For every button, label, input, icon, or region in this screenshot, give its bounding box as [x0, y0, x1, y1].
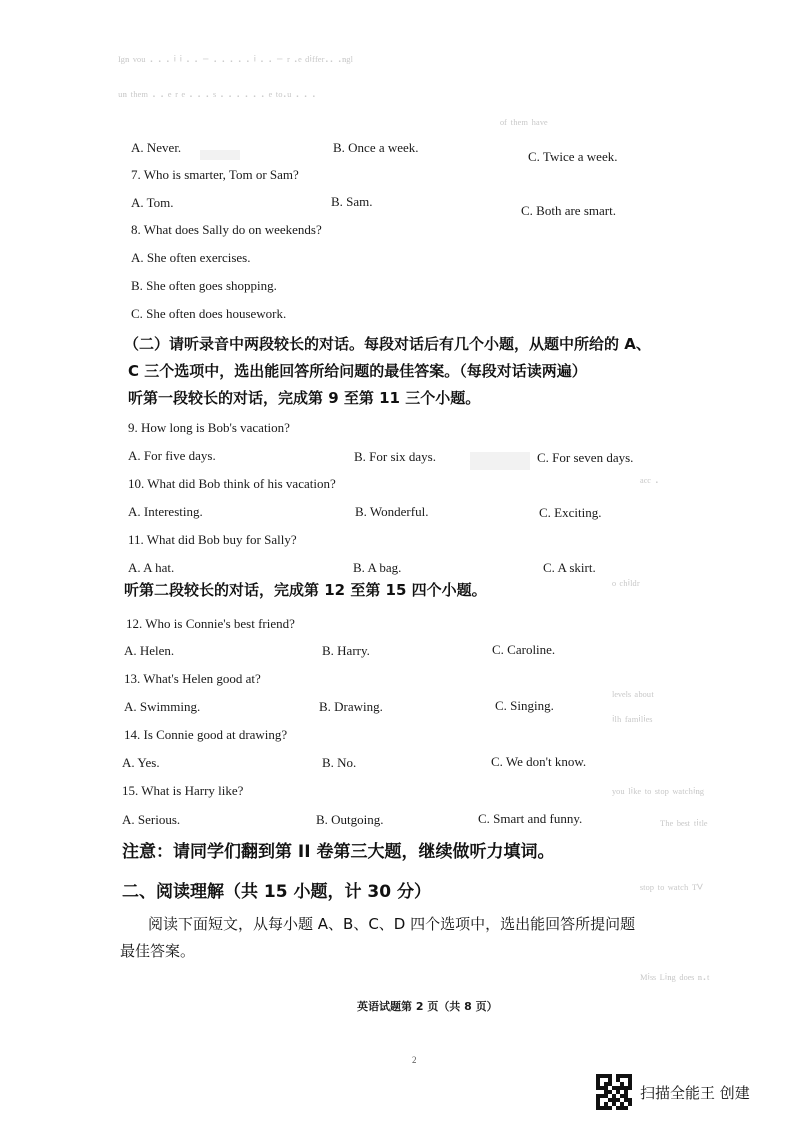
reading-heading: 二、阅读理解（共 15 小题，计 30 分）	[122, 882, 431, 902]
q11-question: 11. What did Bob buy for Sally?	[128, 532, 297, 547]
q13-question: 13. What's Helen good at?	[124, 671, 261, 686]
q14-option-c: C. We don't know.	[491, 754, 587, 769]
watermark-text: 扫描全能王 创建	[640, 1083, 750, 1102]
q13-option-c: C. Singing.	[495, 698, 554, 713]
q6-option-a: A. Never.	[131, 140, 182, 155]
q10-question: 10. What did Bob think of his vacation?	[128, 476, 336, 491]
q8-option-a: A. She often exercises.	[131, 250, 251, 265]
page-mark: 2	[412, 1055, 417, 1065]
q15-question: 15. What is Harry like?	[122, 783, 244, 798]
bleed-through-text: ᴵᵍⁿ ᵛᵒᵘ · · · ⁱ ⁱ · · ⁻ · · · · · ⁱ · · ⁻ ʳ ·ᵉ ᵈⁱᶠᶠᵉʳ·· ·ⁿᵍˡ	[118, 55, 353, 70]
scanner-watermark	[596, 1074, 750, 1110]
q10-option-b: B. Wonderful.	[355, 504, 429, 519]
scan-smudge	[200, 150, 240, 160]
q9-option-c: C. For seven days.	[537, 450, 634, 465]
section2-instruction-line2: C 三个选项中，选出能回答所给问题的最佳答案。（每段对话读两遍）	[128, 362, 587, 380]
q8-option-c: C. She often does housework.	[131, 306, 287, 321]
bleed-through-text: ˡᵉᵛᵉˡˢ ᵃᵇᵒᵘᵗ	[612, 690, 654, 705]
bleed-through-text: ᵒ ᶜʰⁱˡᵈʳ	[612, 579, 640, 594]
q11-option-b: B. A bag.	[353, 560, 402, 575]
q10-option-c: C. Exciting.	[539, 505, 602, 520]
q10-option-a: A. Interesting.	[128, 504, 203, 519]
bleed-through-text: ᵘⁿ ᵗʰᵉᵐ · · ᵉ ʳ ᵉ · · · ˢ · · · · · · ᵉ ᵗᵒ·ᵘ · · ·	[118, 90, 317, 105]
q8-option-b: B. She often goes shopping.	[131, 278, 277, 293]
q14-question: 14. Is Connie good at drawing?	[124, 727, 288, 742]
bleed-through-text: ⁱˡʰ ᶠᵃᵐⁱˡⁱᵉˢ	[612, 715, 653, 730]
dialog1-intro: 听第一段较长的对话，完成第 9 至第 11 三个小题。	[128, 389, 481, 407]
q15-option-b: B. Outgoing.	[316, 812, 384, 827]
reading-instruction-line1: 阅读下面短文，从每小题 A、B、C、D 四个选项中，选出能回答所提问题	[148, 915, 636, 933]
q11-option-c: C. A skirt.	[543, 560, 596, 575]
bleed-through-text: ˢᵗᵒᵖ ᵗᵒ ʷᵃᵗᶜʰ ᵀⱽ	[640, 883, 703, 898]
reading-instruction-line2: 最佳答案。	[120, 942, 196, 960]
notice: 注意：请同学们翻到第 II 卷第三大题，继续做听力填词。	[122, 842, 555, 862]
q15-option-a: A. Serious.	[122, 812, 181, 827]
q13-option-b: B. Drawing.	[319, 699, 383, 714]
q6-option-c: C. Twice a week.	[528, 149, 618, 164]
q12-option-b: B. Harry.	[322, 643, 370, 658]
q15-option-c: C. Smart and funny.	[478, 811, 583, 826]
q13-option-a: A. Swimming.	[124, 699, 201, 714]
bleed-through-text: ᵒᶠ ᵗʰᵉᵐ ʰᵃᵛᵉ	[500, 118, 548, 133]
dialog2-intro: 听第二段较长的对话，完成第 12 至第 15 四个小题。	[124, 581, 487, 599]
section2-instruction-line1: （二）请听录音中两段较长的对话。每段对话后有几个小题，从题中所给的 A、	[124, 335, 651, 353]
q12-option-a: A. Helen.	[124, 643, 175, 658]
bleed-through-text: ʸᵒᵘ ˡⁱᵏᵉ ᵗᵒ ˢᵗᵒᵖ ʷᵃᵗᶜʰⁱⁿᵍ	[612, 787, 705, 802]
qr-code-icon	[596, 1074, 632, 1110]
bleed-through-text: ᵀʰᵉ ᵇᵉˢᵗ ᵗⁱᵗˡᵉ	[660, 819, 708, 834]
q14-option-b: B. No.	[322, 755, 357, 770]
bleed-through-text: ᵃᶜᶜ ·	[640, 476, 660, 491]
q7-option-c: C. Both are smart.	[521, 203, 616, 218]
q9-option-a: A. For five days.	[128, 448, 216, 463]
q14-option-a: A. Yes.	[122, 755, 160, 770]
q7-option-a: A. Tom.	[131, 195, 174, 210]
q11-option-a: A. A hat.	[128, 560, 175, 575]
q12-option-c: C. Caroline.	[492, 642, 556, 657]
q7-option-b: B. Sam.	[331, 194, 373, 209]
q7-question: 7. Who is smarter, Tom or Sam?	[131, 167, 299, 182]
q6-option-b: B. Once a week.	[333, 140, 419, 155]
q8-question: 8. What does Sally do on weekends?	[131, 222, 322, 237]
q9-question: 9. How long is Bob's vacation?	[128, 420, 290, 435]
scan-smudge	[470, 452, 530, 470]
bleed-through-text: ᴹⁱˢˢ ᴸⁱⁿᵍ ᵈᵒᵉˢ ⁿ·ᵗ	[640, 973, 710, 988]
q12-question: 12. Who is Connie's best friend?	[126, 616, 295, 631]
q9-option-b: B. For six days.	[354, 449, 436, 464]
page-footer: 英语试题第 2 页（共 8 页）	[357, 1000, 498, 1013]
